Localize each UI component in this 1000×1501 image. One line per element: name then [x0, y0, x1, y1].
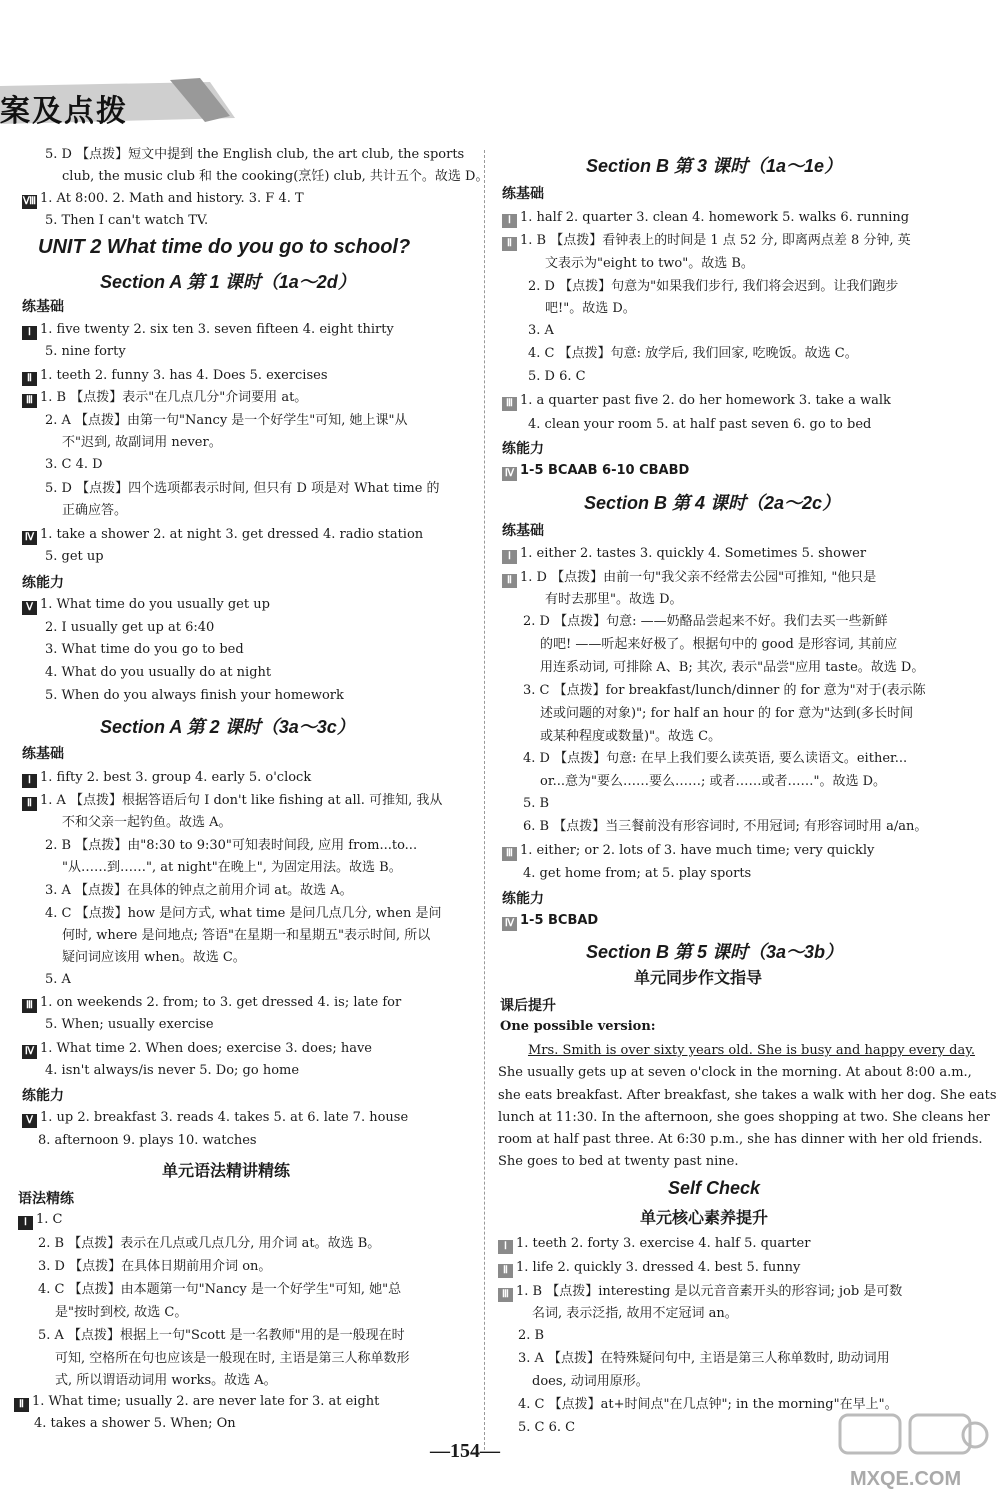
answer-line: 4. C 【点拨】句意: 放学后, 我们回家, 吃晚饭。故选 C。 — [528, 346, 858, 361]
essay-line: room at half past three. At 6:30 p.m., she has dinner with her old friends. — [498, 1132, 983, 1147]
answer-line: 8. afternoon 9. plays 10. watches — [38, 1133, 257, 1148]
self-check-title: Self Check — [668, 1178, 761, 1198]
roman-numeral-badge: Ⅲ — [22, 999, 37, 1013]
subsection-label: 练基础 — [502, 523, 544, 539]
roman-numeral-badge: Ⅲ — [22, 394, 37, 408]
answer-text: 1. A 【点拨】根据答语后句 I don't like fishing at all. 可推知, 我从 — [40, 793, 443, 808]
section-subtitle: 单元同步作文指导 — [634, 968, 763, 987]
answer-line: 2. B 【点拨】由"8:30 to 9:30"可知表时间段, 应用 from...to... — [45, 838, 418, 853]
section-title: Section B 第 5 课时（3a～3b） — [586, 942, 844, 962]
answer-line: 4. What do you usually do at night — [45, 665, 272, 680]
answer-line — [22, 1110, 408, 1128]
roman-numeral-badge: Ⅳ — [22, 1045, 37, 1059]
header-banner-title: 案及点拨 — [0, 94, 128, 129]
answer-line — [502, 393, 891, 411]
answer-line: 是"按时到校, 故选 C。 — [55, 1305, 188, 1320]
roman-numeral-badge: Ⅱ — [498, 1264, 513, 1278]
roman-numeral-badge: Ⅴ — [22, 1114, 37, 1128]
svg-text:MXQE.COM: MXQE.COM — [850, 1468, 962, 1490]
section-title: Section A 第 1 课时（1a～2d） — [100, 272, 356, 292]
roman-numeral-badge: Ⅱ — [22, 372, 37, 386]
answer-text: 1. B 【点拨】看钟表上的时间是 1 点 52 分, 即离两点差 8 分钟, 英 — [520, 233, 911, 248]
answer-line: 的吧! ——听起来好极了。根据句中的 good 是形容词, 其前应 — [540, 637, 898, 652]
answer-line — [22, 597, 270, 615]
answer-line: club, the music club 和 the cooking(烹饪) club, 共计五个。故选 D。 — [62, 169, 489, 184]
answer-line: 5. B — [523, 796, 550, 811]
answer-text: 1. D 【点拨】由前一句"我父亲不经常去公园"可推知, "他只是 — [520, 570, 877, 585]
roman-numeral-badge: Ⅷ — [22, 196, 37, 207]
version-label: One possible version: — [500, 1019, 656, 1034]
section-title: Section B 第 4 课时（2a～2c） — [584, 493, 841, 513]
roman-numeral-badge: Ⅰ — [502, 550, 517, 564]
answer-line: 不和父亲一起钓鱼。故选 A。 — [62, 815, 232, 830]
answer-text: 1-5 BCAAB 6-10 CBABD — [520, 463, 690, 478]
answer-text: 1. What time do you usually get up — [40, 597, 270, 612]
answer-line: 4. isn't always/is never 5. Do; go home — [45, 1063, 300, 1078]
answer-line: 用连系动词, 可排除 A、B; 其次, 表示"品尝"应用 taste。故选 D。 — [540, 660, 925, 675]
answer-text: 1. either 2. tastes 3. quickly 4. Sometimes 5. shower — [520, 546, 867, 561]
page-number: —154— — [430, 1440, 500, 1462]
answer-line: "从……到……", at night"在晚上", 为固定用法。故选 B。 — [62, 860, 402, 875]
roman-numeral-badge: Ⅰ — [22, 774, 37, 788]
self-check-subtitle: 单元核心素养提升 — [640, 1208, 769, 1227]
answer-line — [22, 793, 442, 811]
roman-numeral-badge: Ⅱ — [22, 797, 37, 811]
subsection-label: 练基础 — [502, 186, 544, 202]
answer-line — [498, 1236, 810, 1254]
answer-line: 名词, 表示泛指, 故用不定冠词 an。 — [532, 1306, 738, 1321]
answer-line — [22, 527, 423, 545]
answer-text: 1. C — [36, 1212, 63, 1227]
roman-numeral-badge: Ⅱ — [502, 237, 517, 251]
column-divider — [484, 150, 485, 1450]
roman-numeral-badge: Ⅲ — [502, 397, 517, 411]
section-title: Section B 第 3 课时（1a～1e） — [586, 156, 843, 176]
answer-line: 3. What time do you go to bed — [45, 642, 244, 657]
answer-line: 6. B 【点拨】当三餐前没有形容词时, 不用冠词; 有形容词时用 a/an。 — [523, 819, 928, 834]
answer-line: 3. C 4. D — [45, 457, 103, 472]
answer-text: 1. up 2. breakfast 3. reads 4. takes 5. at 6. late 7. house — [40, 1110, 409, 1125]
answer-line: 有时去那里"。故选 D。 — [545, 592, 683, 607]
answer-line: 5. A 【点拨】根据上一句"Scott 是一名教师"用的是一般现在时 — [38, 1328, 405, 1343]
answer-text: 1. on weekends 2. from; to 3. get dressed 4. is; late for — [40, 995, 402, 1010]
answer-line: 2. A 【点拨】由第一句"Nancy 是一个好学生"可知, 她上课"从 — [45, 413, 408, 428]
subsection-label: 练能力 — [502, 891, 544, 907]
grammar-section-title: 单元语法精讲精练 — [162, 1161, 291, 1180]
answer-line: 4. C 【点拨】how 是问方式, what time 是问几点几分, when 是问 — [45, 906, 442, 921]
roman-numeral-badge: Ⅳ — [502, 467, 517, 481]
answer-line — [22, 191, 304, 209]
answer-line: 吧!"。故选 D。 — [545, 301, 636, 316]
answer-line: 5. Then I can't watch TV. — [45, 213, 209, 228]
answer-line — [22, 322, 394, 340]
essay-line: She goes to bed at twenty past nine. — [498, 1154, 739, 1169]
answer-line: 5. nine forty — [45, 344, 126, 359]
answer-line: 2. D 【点拨】句意: ——奶酪品尝起来不好。我们去买一些新鲜 — [523, 614, 888, 629]
subsection-label: 练基础 — [22, 746, 64, 762]
answer-line — [502, 233, 911, 251]
answer-line: 4. C 【点拨】由本题第一句"Nancy 是一个好学生"可知, 她"总 — [38, 1282, 402, 1297]
answer-line: 4. D 【点拨】句意: 在早上我们要么读英语, 要么读语文。either... — [523, 751, 908, 766]
answer-line: 式, 所以谓语动词用 works。故选 A。 — [55, 1373, 277, 1388]
answer-line: 5. D 【点拨】四个选项都表示时间, 但只有 D 项是对 What time 的 — [45, 481, 440, 496]
answer-line: 2. I usually get up at 6:40 — [45, 620, 215, 635]
answer-line: 2. B 【点拨】表示在几点或几点几分, 用介词 at。故选 B。 — [38, 1236, 381, 1251]
answer-line — [18, 1212, 62, 1230]
answer-line: 5. get up — [45, 549, 104, 564]
answer-line: 3. A 【点拨】在具体的钟点之前用介词 at。故选 A。 — [45, 883, 353, 898]
roman-numeral-badge: Ⅰ — [22, 326, 37, 340]
answer-line: 5. D 【点拨】短文中提到 the English club, the art club, the sports — [45, 147, 465, 162]
answer-line — [14, 1394, 379, 1412]
answer-line: 文表示为"eight to two"。故选 B。 — [545, 256, 754, 271]
answer-line: 3. D 【点拨】在具体日期前用介词 on。 — [38, 1259, 272, 1274]
subsection-label: 语法精练 — [18, 1191, 74, 1207]
answer-line — [22, 368, 328, 386]
answer-line: 5. When; usually exercise — [45, 1017, 214, 1032]
answer-text: 1. five twenty 2. six ten 3. seven fifteen 4. eight thirty — [40, 322, 394, 337]
essay-line: lunch at 11:30. In the afternoon, she goes shopping at two. She cleans her — [498, 1110, 990, 1125]
answer-line: 5. C 6. C — [518, 1420, 576, 1435]
answer-line: 正确应答。 — [62, 503, 128, 518]
unit-title: UNIT 2 What time do you go to school? — [38, 236, 411, 258]
answer-text: 1. fifty 2. best 3. group 4. early 5. o'clock — [40, 770, 312, 785]
roman-numeral-badge: Ⅰ — [502, 214, 517, 228]
essay-line: she eats breakfast. After breakfast, she takes a walk with her dog. She eats — [498, 1088, 997, 1103]
answer-line — [502, 210, 909, 228]
roman-numeral-badge: Ⅳ — [22, 531, 37, 545]
roman-numeral-badge: Ⅰ — [18, 1216, 33, 1230]
answer-line: 可知, 空格所在句也应该是一般现在时, 主语是第三人称单数形 — [55, 1351, 410, 1366]
answer-line — [22, 1041, 372, 1059]
section-title: Section A 第 2 课时（3a～3c） — [100, 717, 355, 737]
roman-numeral-badge: Ⅴ — [22, 601, 37, 615]
answer-line: 4. C 【点拨】at+时间点"在几点钟"; in the morning"在早上"。 — [518, 1397, 898, 1412]
essay-line: Mrs. Smith is over sixty years old. She is busy and happy every day. — [528, 1043, 975, 1058]
answer-line — [22, 995, 401, 1013]
answer-line — [502, 570, 876, 588]
answer-text: 1. life 2. quickly 3. dressed 4. best 5. funny — [516, 1260, 801, 1275]
essay-line: She usually gets up at seven o'clock in the morning. At about 8:00 a.m., — [498, 1065, 972, 1080]
answer-line — [22, 770, 311, 788]
roman-numeral-badge: Ⅲ — [502, 847, 517, 861]
answer-line: 不"迟到, 故副词用 never。 — [62, 435, 222, 450]
answer-text: 1. either; or 2. lots of 3. have much time; very quickly — [520, 843, 875, 858]
answer-text: 1. take a shower 2. at night 3. get dressed 4. radio station — [40, 527, 424, 542]
roman-numeral-badge: Ⅱ — [14, 1398, 29, 1412]
answer-line: 5. D 6. C — [528, 369, 586, 384]
answer-text: 1-5 BCBAD — [520, 913, 599, 928]
answer-line: 4. clean your room 5. at half past seven 6. go to bed — [528, 417, 872, 432]
answer-line: 3. C 【点拨】for breakfast/lunch/dinner 的 for 意为"对于(表示陈 — [523, 683, 926, 698]
answer-line: 疑问词应该用 when。故选 C。 — [62, 950, 246, 965]
answer-text: 1. B 【点拨】表示"在几点几分"介词要用 at。 — [40, 390, 308, 405]
roman-numeral-badge: Ⅱ — [502, 574, 517, 588]
answer-line — [498, 1284, 902, 1302]
subsection-label: 练能力 — [502, 441, 544, 457]
answer-text: 1. half 2. quarter 3. clean 4. homework 5. walks 6. running — [520, 210, 910, 225]
answer-line: 5. A — [45, 972, 71, 987]
answer-line: 述或问题的对象)"; for half an hour 的 for 意为"达到(多长时间 — [540, 706, 914, 721]
answer-line: 何时, where 是问地点; 答语"在星期一和星期五"表示时间, 所以 — [62, 928, 431, 943]
answer-text: 1. What time; usually 2. are never late for 3. at eight — [32, 1394, 380, 1409]
answer-line: 4. get home from; at 5. play sports — [523, 866, 752, 881]
answer-text: 1. At 8:00. 2. Math and history. 3. F 4. T — [40, 191, 304, 206]
subsection-label: 练基础 — [22, 299, 64, 315]
answer-line — [22, 390, 307, 408]
answer-line — [502, 913, 598, 931]
roman-numeral-badge: Ⅲ — [498, 1288, 513, 1302]
watermark-logo — [830, 1405, 990, 1495]
subsection-label: 练能力 — [22, 575, 64, 591]
answer-line: 2. D 【点拨】句意为"如果我们步行, 我们将会迟到。让我们跑步 — [528, 279, 899, 294]
roman-numeral-badge: Ⅳ — [502, 917, 517, 931]
answer-line: 3. A — [528, 323, 554, 338]
answer-text: 1. teeth 2. funny 3. has 4. Does 5. exercises — [40, 368, 328, 383]
subsection-label: 练能力 — [22, 1088, 64, 1104]
roman-numeral-badge: Ⅰ — [498, 1240, 513, 1254]
answer-line: 4. takes a shower 5. When; On — [34, 1416, 236, 1431]
answer-text: 1. a quarter past five 2. do her homework 3. take a walk — [520, 393, 891, 408]
answer-line — [498, 1260, 800, 1278]
answer-line: 3. A 【点拨】在特殊疑问句中, 主语是第三人称单数时, 助动词用 — [518, 1351, 890, 1366]
answer-line: 5. When do you always finish your homework — [45, 688, 344, 703]
subsection-label: 课后提升 — [500, 998, 556, 1014]
answer-text: 1. What time 2. When does; exercise 3. does; have — [40, 1041, 372, 1056]
answer-line — [502, 463, 689, 481]
answer-line — [502, 546, 866, 564]
answer-line: or...意为"要么……要么……; 或者……或者……"。故选 D。 — [540, 774, 887, 789]
answer-text: 1. B 【点拨】interesting 是以元音音素开头的形容词; job 是可数 — [516, 1284, 903, 1299]
answer-line: does, 动词用原形。 — [532, 1374, 649, 1389]
answer-line: 或某种程度或数量)"。故选 C。 — [540, 729, 722, 744]
answer-line — [502, 843, 874, 861]
answer-text: 1. teeth 2. forty 3. exercise 4. half 5. quarter — [516, 1236, 811, 1251]
answer-line: 2. B — [518, 1328, 545, 1343]
